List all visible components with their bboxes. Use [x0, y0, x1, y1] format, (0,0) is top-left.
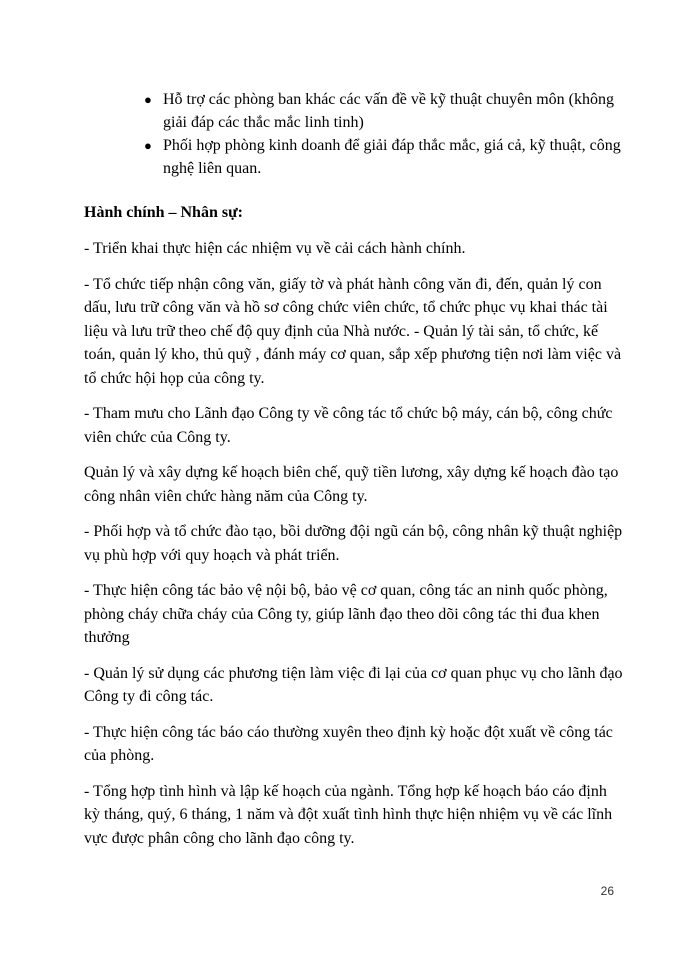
paragraph: Quản lý và xây dựng kế hoạch biên chế, quỹ tiền lương, xây dựng kế hoạch đào tạo công nhân viên chức hàng năm của Công ty.: [84, 464, 619, 505]
paragraph: - Tổ chức tiếp nhận công văn, giấy tờ và phát hành công văn đi, đến, quản lý con dấu, lưu trữ công văn và hồ sơ công chức viên chức, tổ chức phục vụ khai thác tài liệu và lưu trữ theo chế độ quy định của Nhà nước. - Quản lý tài sản, tổ chức, kế toán, quản lý kho, thủ quỹ , đánh máy cơ quan, sắp xếp phương tiện nơi làm việc và tổ chức hội họp của công ty.: [84, 275, 622, 387]
section-heading: Hành chính – Nhân sự:: [84, 204, 243, 221]
bullet-text: Hỗ trợ các phòng ban khác các vấn đề về kỹ thuật chuyên môn (không giải đáp các thắc mắc linh tinh): [163, 91, 614, 131]
paragraph: - Quản lý sử dụng các phương tiện làm việc đi lại của cơ quan phục vụ cho lãnh đạo Công ty đi công tác.: [84, 664, 623, 705]
bullet-item: [142, 88, 622, 134]
paragraph: - Triển khai thực hiện các nhiệm vụ về cải cách hành chính.: [84, 240, 466, 257]
bullet-icon: ●: [144, 92, 152, 107]
section-content: [84, 201, 624, 862]
bullet-item: [142, 134, 622, 180]
paragraph: - Tham mưu cho Lãnh đạo Công ty về công tác tổ chức bộ máy, cán bộ, công chức viên chức của Công ty.: [84, 405, 613, 446]
bullet-list: [142, 88, 622, 180]
paragraph: - Thực hiện công tác bảo vệ nội bộ, bảo vệ cơ quan, công tác an ninh quốc phòng, phòng cháy chữa cháy của Công ty, giúp lãnh đạo theo dõi công tác thi đua khen thưởng: [84, 582, 608, 646]
paragraph: - Phối hợp và tổ chức đào tạo, bồi dưỡng đội ngũ cán bộ, công nhân kỹ thuật nghiệp vụ phù hợp với quy hoạch và phát triển.: [84, 523, 623, 564]
page-number: 26: [600, 884, 614, 898]
bullet-text: Phối hợp phòng kinh doanh để giải đáp thắc mắc, giá cả, kỹ thuật, công nghệ liên quan.: [163, 137, 621, 177]
paragraph: - Tổng hợp tình hình và lập kế hoạch của ngành. Tổng hợp kế hoạch báo cáo định kỳ tháng, quý, 6 tháng, 1 năm và đột xuất tình hình thực hiện nhiệm vụ về các lĩnh vực được phân công cho lãnh đạo công ty.: [84, 782, 613, 847]
paragraph: - Thực hiện công tác báo cáo thường xuyên theo định kỳ hoặc đột xuất về công tác của phòng.: [84, 723, 613, 764]
bullet-icon: ●: [144, 138, 152, 153]
